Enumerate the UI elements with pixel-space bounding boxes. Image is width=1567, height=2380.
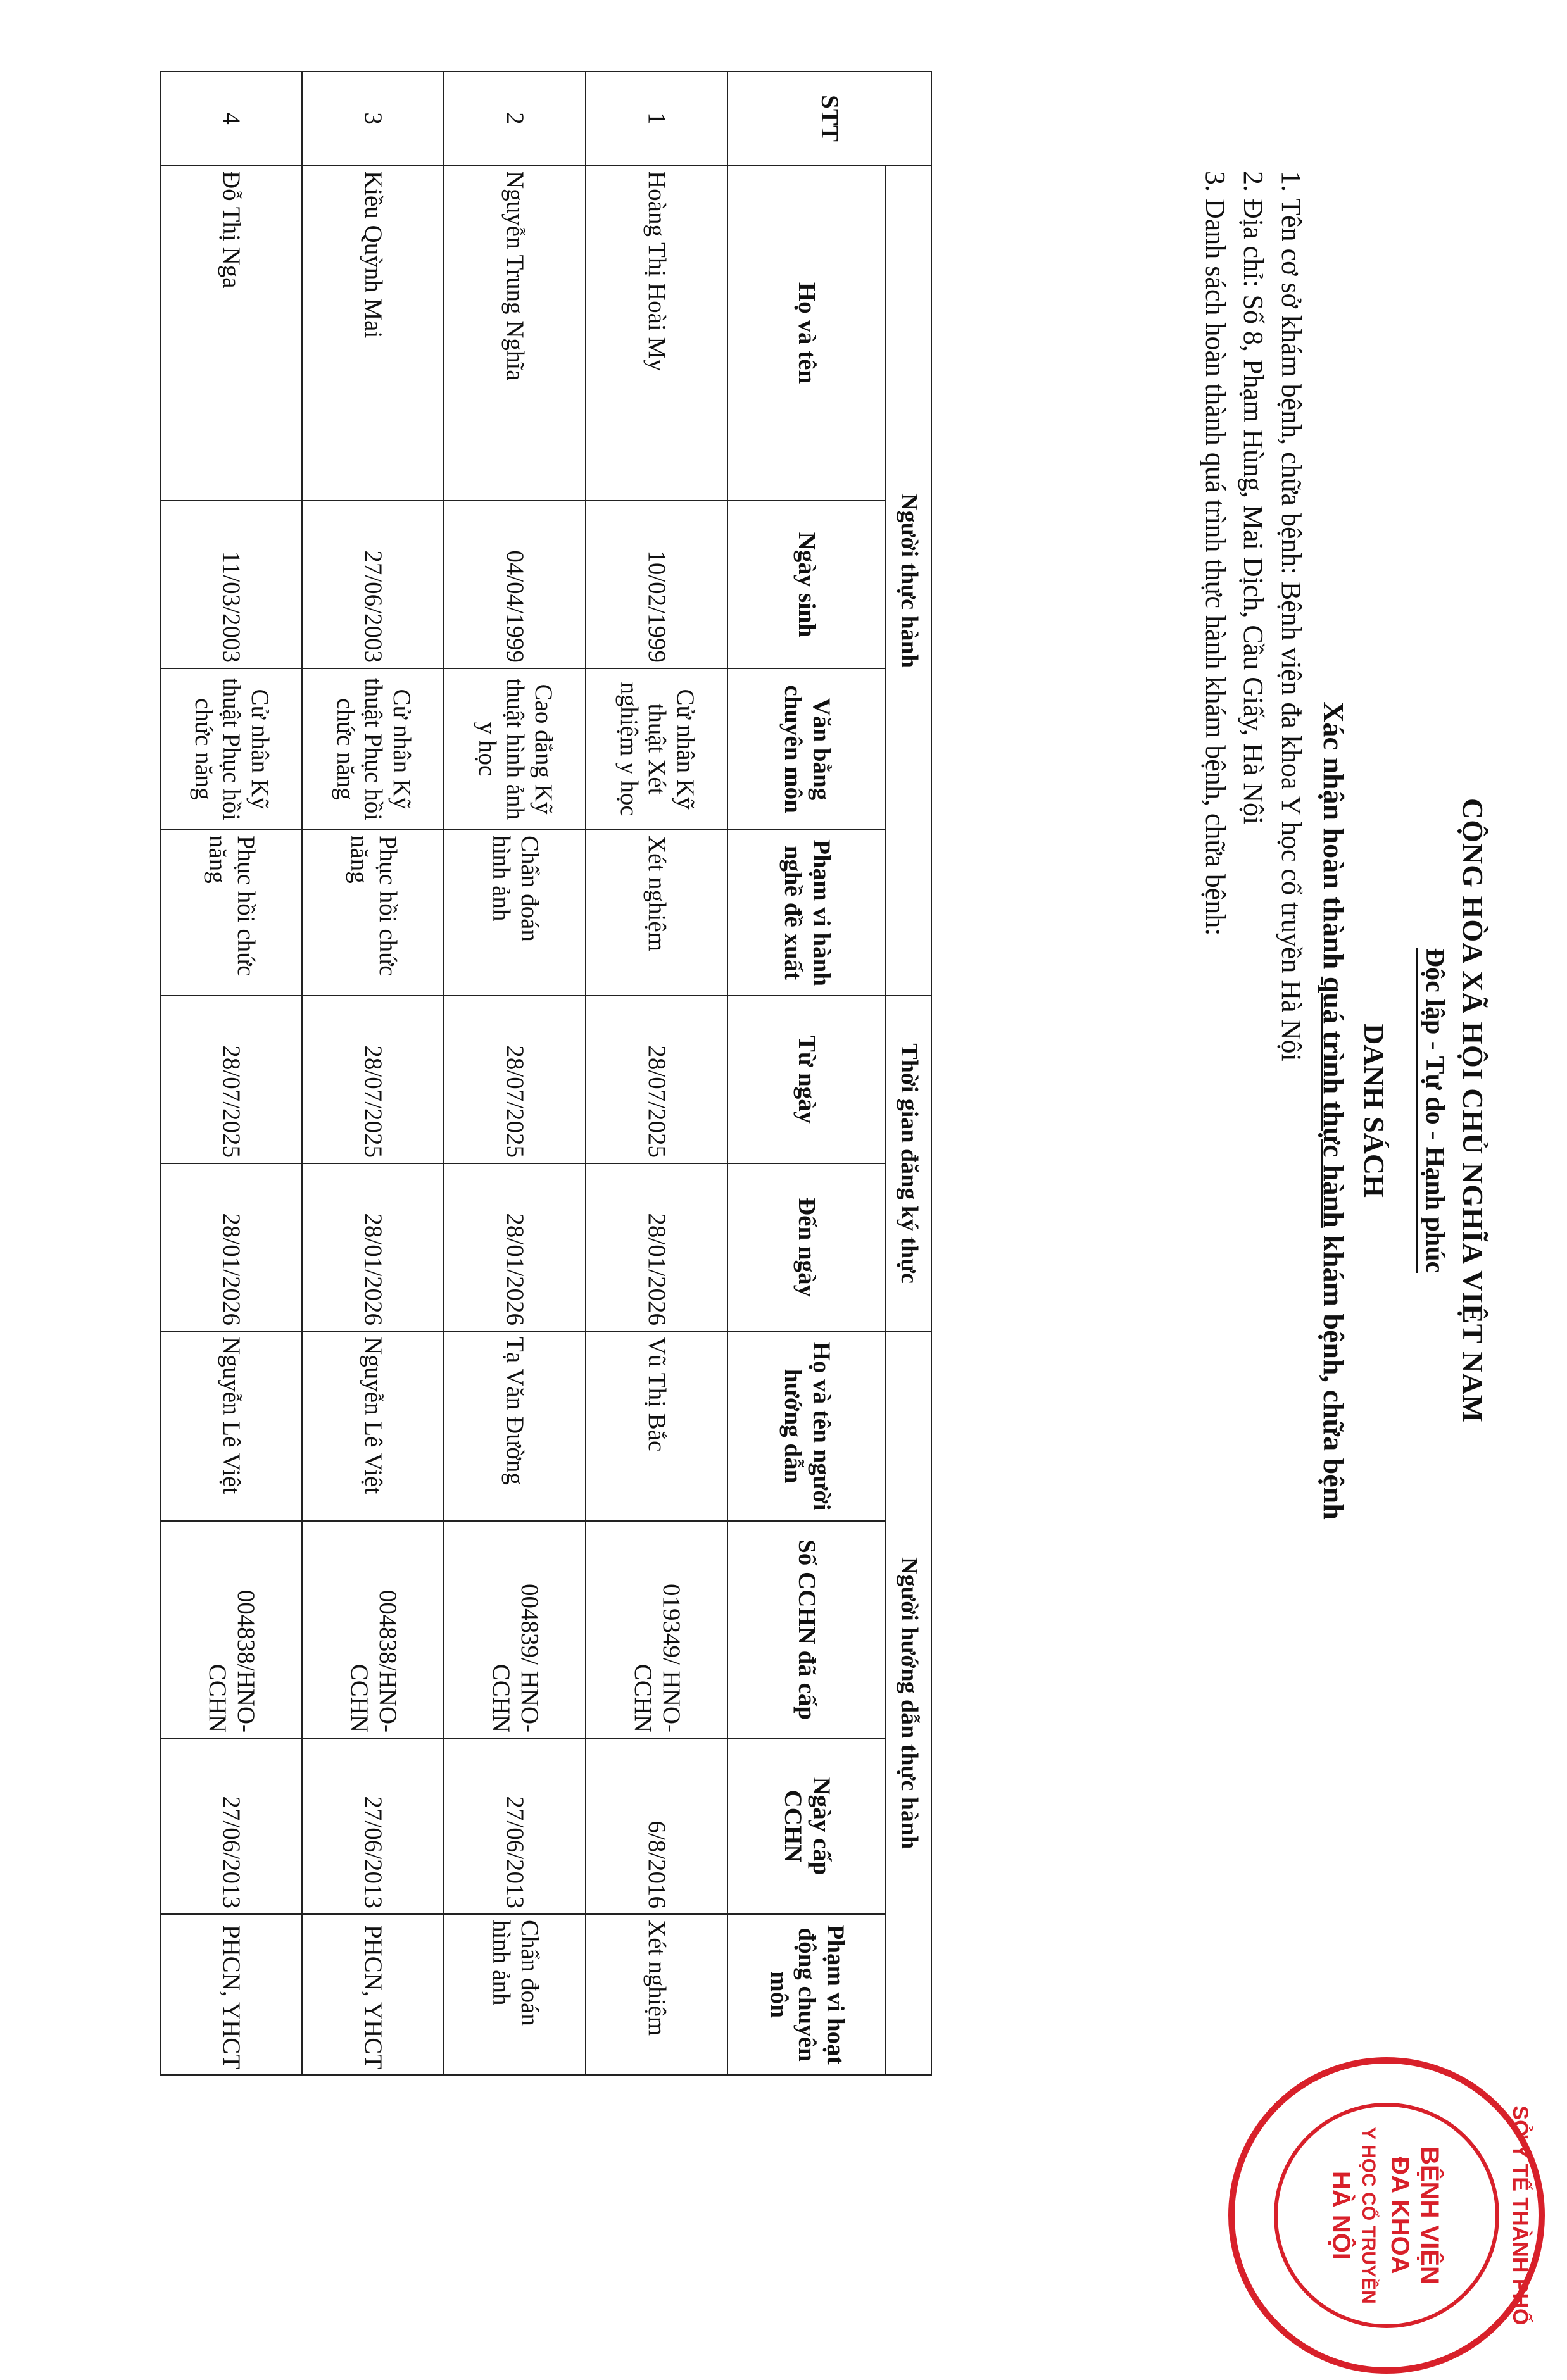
- cell-scope: Phục hồi chức năng: [302, 830, 444, 996]
- cell-cchn-date: 27/06/2013: [444, 1738, 586, 1914]
- col-from: Từ ngày: [727, 996, 886, 1163]
- table-row: [302, 72, 444, 2075]
- cell-degree: Cử nhân Kỹ thuật Phục hồi chức năng: [302, 668, 444, 830]
- cell-stt: 3: [302, 72, 444, 165]
- document-subtitle: [1317, 0, 1350, 2221]
- seal-line-2: ĐA KHOA: [1386, 2157, 1414, 2274]
- col-supervisor-scope: Phạm vi hoạt động chuyên môn: [727, 1914, 886, 2075]
- cell-name: Hoàng Thị Hoài My: [586, 165, 727, 501]
- seal-line-4: HÀ NỘI: [1327, 2171, 1355, 2260]
- national-motto: [1419, 0, 1450, 2221]
- cell-from: 28/07/2025: [302, 996, 444, 1163]
- cell-supervisor-scope: Xét nghiệm: [586, 1914, 727, 2075]
- cell-to: 28/01/2026: [160, 1163, 302, 1331]
- cell-from: 28/07/2025: [160, 996, 302, 1163]
- group-period: Thời gian đăng ký thực: [886, 996, 931, 1331]
- col-dob: Ngày sinh: [727, 501, 886, 668]
- cell-supervisor-name: Tạ Văn Đường: [444, 1331, 586, 1521]
- cell-name: Đỗ Thị Nga: [160, 165, 302, 501]
- subtitle-part-b: khám bệnh, chữa bệnh: [1318, 1227, 1350, 1520]
- cell-supervisor-name: Nguyễn Lê Việt: [302, 1331, 444, 1521]
- cell-dob: 04/04/1999: [444, 501, 586, 668]
- col-cchn-number: Số CCHN đã cấp: [727, 1521, 886, 1738]
- col-cchn-date: Ngày cấp CCHN: [727, 1738, 886, 1914]
- document-title: DANH SÁCH: [1358, 1024, 1390, 1198]
- seal-ring-text: SỞ Y TẾ THÀNH PHỐ: [1508, 2105, 1532, 2326]
- col-stt: STT: [727, 72, 931, 165]
- col-scope: Phạm vi hành nghề đề xuất: [727, 830, 886, 996]
- cell-cchn-number: 019349/ HNO-CCHN: [586, 1521, 727, 1738]
- col-to: Đến ngày: [727, 1163, 886, 1331]
- cell-stt: 1: [586, 72, 727, 165]
- cell-stt: 2: [444, 72, 586, 165]
- cell-scope: Chẩn đoán hình ảnh: [444, 830, 586, 996]
- col-supervisor-name: Họ và tên người hướng dẫn: [727, 1331, 886, 1521]
- cell-supervisor-scope: PHCN, YHCT: [302, 1914, 444, 2075]
- motto-text: Độc lập - Tự do - Hạnh phúc: [1416, 948, 1449, 1273]
- cell-degree: Cử nhân Kỹ thuật Phục hồi chức năng: [160, 668, 302, 830]
- subtitle-part-a: Xác nhận hoàn thành: [1318, 701, 1350, 977]
- col-name: Họ và tên: [727, 165, 886, 501]
- group-supervisor: Người hướng dẫn thực hành: [886, 1331, 931, 2075]
- group-practitioner: Người thực hành: [886, 165, 931, 996]
- col-degree: Văn bằng chuyên môn: [727, 668, 886, 830]
- table-row: [160, 72, 302, 2075]
- cell-degree: Cao đẳng Kỹ thuật hình ảnh y học: [444, 668, 586, 830]
- cell-from: 28/07/2025: [586, 996, 727, 1163]
- table-row: [586, 72, 727, 2075]
- cell-dob: 11/03/2003: [160, 501, 302, 668]
- practice-completion-table: [160, 71, 932, 2076]
- table-row: [444, 72, 586, 2075]
- hospital-seal: [1222, 2051, 1551, 2380]
- cell-to: 28/01/2026: [586, 1163, 727, 1331]
- cell-cchn-date: 27/06/2013: [160, 1738, 302, 1914]
- cell-from: 28/07/2025: [444, 996, 586, 1163]
- cell-dob: 27/06/2003: [302, 501, 444, 668]
- cell-supervisor-name: Nguyễn Lê Việt: [160, 1331, 302, 1521]
- list-intro-line: 3. Danh sách hoàn thành quá trình thực hành khám bệnh, chữa bệnh:: [1200, 171, 1231, 936]
- cell-cchn-number: 004838/HNO-CCHN: [160, 1521, 302, 1738]
- seal-line-1: BỆNH VIỆN: [1416, 2146, 1444, 2284]
- cell-dob: 10/02/1999: [586, 501, 727, 668]
- cell-cchn-number: 004838/HNO-CCHN: [302, 1521, 444, 1738]
- cell-cchn-date: 27/06/2013: [302, 1738, 444, 1914]
- cell-scope: Phục hồi chức năng: [160, 830, 302, 996]
- cell-name: Nguyễn Trung Nghĩa: [444, 165, 586, 501]
- cell-cchn-number: 004839/ HNO-CCHN: [444, 1521, 586, 1738]
- cell-scope: Xét nghiệm: [586, 830, 727, 996]
- cell-supervisor-scope: Chẩn đoán hình ảnh: [444, 1914, 586, 2075]
- cell-to: 28/01/2026: [444, 1163, 586, 1331]
- subtitle-underlined: quá trình thực hành: [1318, 976, 1350, 1228]
- cell-name: Kiều Quỳnh Mai: [302, 165, 444, 501]
- cell-to: 28/01/2026: [302, 1163, 444, 1331]
- seal-line-3: Y HỌC CỔ TRUYỀN: [1358, 2127, 1379, 2304]
- facility-name-line: 1. Tên cơ sở khám bệnh, chữa bệnh: Bệnh viện đa khoa Y học cổ truyền Hà Nội: [1276, 171, 1307, 1062]
- cell-stt: 4: [160, 72, 302, 165]
- cell-supervisor-name: Vũ Thị Bắc: [586, 1331, 727, 1521]
- cell-degree: Cử nhân Kỹ thuật Xét nghiệm y học: [586, 668, 727, 830]
- cell-cchn-date: 6/8/2016: [586, 1738, 727, 1914]
- national-title: CỘNG HÒA XÃ HỘI CHỦ NGHĨA VIỆT NAM: [1457, 798, 1489, 1423]
- facility-address-line: 2. Địa chỉ: Số 8, Phạm Hùng, Mai Dịch, Cầu Giấy, Hà Nội: [1238, 171, 1269, 825]
- cell-supervisor-scope: PHCN, YHCT: [160, 1914, 302, 2075]
